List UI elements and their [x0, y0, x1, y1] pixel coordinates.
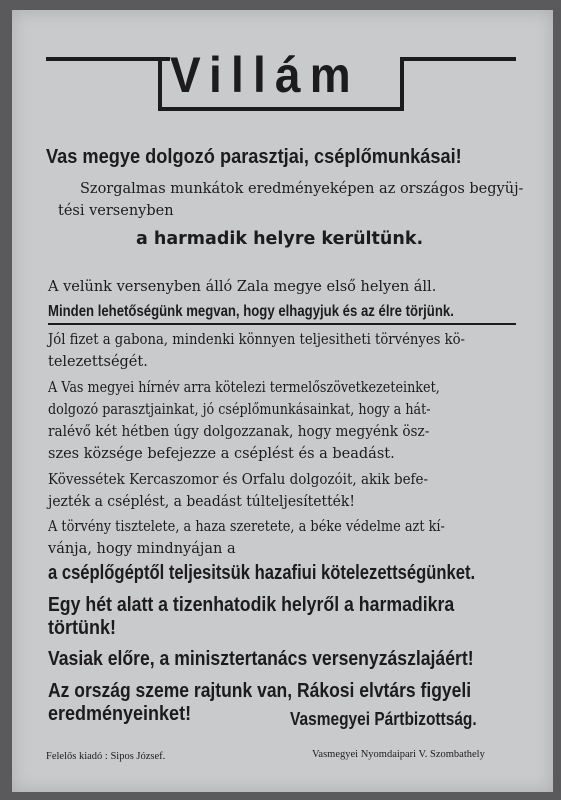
party-committee-signature: Vasmegyei Pártbizottság.	[290, 709, 477, 729]
grain-line-1: Jól fizet a gabona, mindenki könnyen teljesitheti törvényes kö-	[48, 332, 466, 348]
zala-statement: A velünk versenyben álló Zala megye első helyen áll.	[48, 279, 437, 295]
slogan-duty: a cséplőgéptől teljesitsük hazafiui kötelezettségünket.	[48, 562, 476, 584]
header-rule-right	[402, 57, 516, 61]
header-box-bottom	[158, 107, 404, 111]
grain-line-2: telezettségét.	[48, 354, 148, 370]
slogan-rakosi-line-1: Az ország szeme rajtunk van, Rákosi elvtárs figyeli	[48, 680, 472, 702]
slogan-flag: Vasiak előre, a minisztertanács versenyzászlajáért!	[48, 648, 474, 670]
slogan-rank-line-1: Egy hét alatt a tizenhatodik helyről a harmadikra	[48, 594, 455, 616]
reputation-line-4: szes községe befejezze a cséplést és a beadást.	[48, 446, 395, 462]
printer-credit: Vasmegyei Nyomdaipari V. Szombathely	[312, 749, 485, 760]
intro-line-1: Szorgalmas munkátok eredményeképen az országos begyüj-	[80, 181, 524, 197]
reputation-line-2: dolgozó parasztjainkat, jó cséplőmunkásainkat, hogy a hát-	[48, 402, 431, 418]
law-line-2: vánja, hogy mindnyájan a	[48, 541, 236, 557]
overtake-statement: Minden lehetőségünk megvan, hogy elhagyjuk és az élre törjünk.	[48, 303, 454, 320]
header-box-right	[400, 57, 404, 111]
follow-line-2: jezték a cséplést, a beadást túlteljesítették!	[48, 494, 355, 510]
reputation-line-3: ralévő két hétben úgy dolgozzanak, hogy megyénk ösz-	[48, 424, 430, 440]
overtake-underline	[48, 323, 516, 325]
reputation-line-1: A Vas megyei hírnév arra kötelezi termelőszövetkezeteinket,	[48, 380, 440, 396]
publisher-credit: Felelős kiadó : Sipos József.	[46, 751, 166, 762]
flyer-title: Villám	[170, 47, 360, 103]
slogan-rank-line-2: törtünk!	[48, 617, 116, 639]
law-line-1: A törvény tisztelete, a haza szeretete, a béke védelme azt kí-	[48, 519, 445, 535]
header-box-left	[158, 57, 162, 111]
third-place-statement: a harmadik helyre kerültünk.	[136, 229, 424, 249]
slogan-rakosi-line-2: eredményeinket!	[48, 703, 192, 725]
intro-line-2: tési versenyben	[58, 203, 174, 219]
headline: Vas megye dolgozó parasztjai, cséplőmunkásai!	[46, 146, 462, 168]
follow-line-1: Kövessétek Kercaszomor és Orfalu dolgozóit, akik befe-	[48, 472, 429, 488]
header-rule-left	[46, 57, 170, 61]
flyer-sheet	[12, 10, 553, 792]
